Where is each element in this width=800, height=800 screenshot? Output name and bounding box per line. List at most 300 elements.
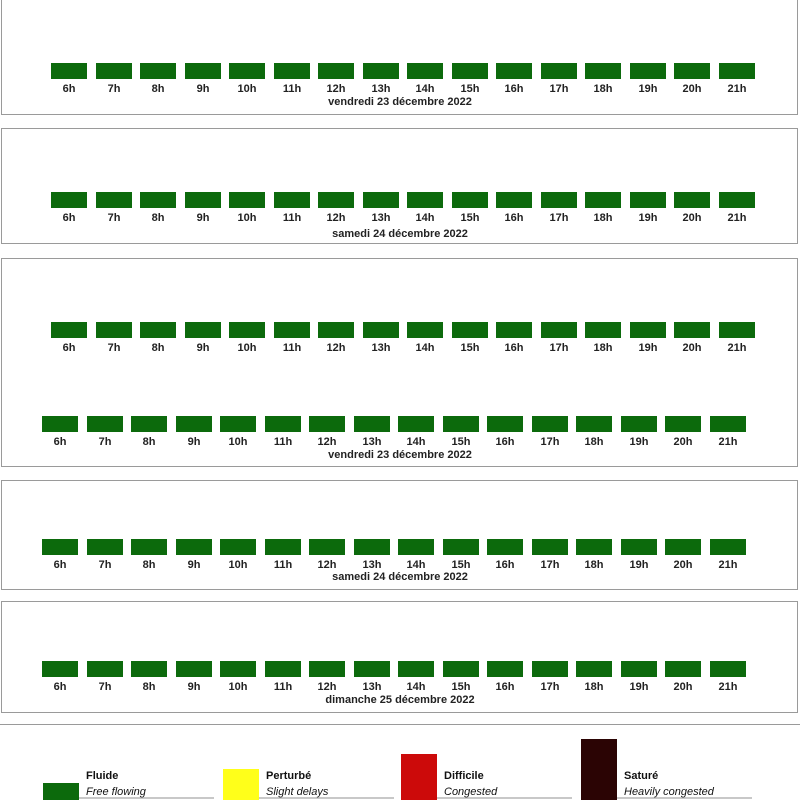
hour-slot bbox=[630, 322, 666, 354]
hour-label: 19h bbox=[638, 212, 658, 224]
traffic-status-box bbox=[621, 661, 657, 677]
hour-slot bbox=[541, 192, 577, 224]
hour-strip bbox=[0, 192, 800, 232]
hour-slot bbox=[719, 322, 755, 354]
traffic-status-box bbox=[487, 539, 523, 555]
hour-label: 15h bbox=[451, 681, 471, 693]
hour-slot bbox=[496, 63, 532, 95]
traffic-status-box bbox=[630, 192, 666, 208]
traffic-status-box bbox=[229, 322, 265, 338]
traffic-status-box bbox=[719, 192, 755, 208]
hour-slot bbox=[407, 322, 443, 354]
traffic-status-box bbox=[309, 416, 345, 432]
traffic-status-box bbox=[51, 322, 87, 338]
hour-slot bbox=[309, 416, 345, 448]
hour-label: 18h bbox=[584, 559, 604, 571]
traffic-status-box bbox=[140, 192, 176, 208]
hour-slot bbox=[354, 661, 390, 693]
traffic-status-box bbox=[265, 661, 301, 677]
hour-label: 9h bbox=[187, 681, 201, 693]
hour-label: 8h bbox=[151, 212, 165, 224]
hour-label: 6h bbox=[62, 83, 76, 95]
hour-label: 18h bbox=[584, 681, 604, 693]
hour-label: 10h bbox=[228, 559, 248, 571]
traffic-status-box bbox=[487, 416, 523, 432]
hour-slot bbox=[443, 661, 479, 693]
traffic-status-box bbox=[541, 322, 577, 338]
hour-label: 16h bbox=[495, 559, 515, 571]
hour-label: 16h bbox=[504, 83, 524, 95]
hour-label: 21h bbox=[718, 436, 738, 448]
hour-slot bbox=[51, 63, 87, 95]
hour-label: 19h bbox=[638, 83, 658, 95]
traffic-status-box bbox=[621, 539, 657, 555]
hour-slot bbox=[710, 416, 746, 448]
traffic-status-box bbox=[398, 416, 434, 432]
hour-label: 11h bbox=[282, 342, 302, 354]
legend-swatch-difficile bbox=[401, 754, 437, 800]
traffic-status-box bbox=[363, 322, 399, 338]
hour-slot bbox=[87, 539, 123, 571]
traffic-status-box bbox=[719, 322, 755, 338]
hour-slot bbox=[185, 192, 221, 224]
hour-label: 14h bbox=[415, 83, 435, 95]
hour-label: 20h bbox=[682, 212, 702, 224]
legend-name-perturbe: Perturbé bbox=[266, 770, 312, 782]
traffic-status-box bbox=[710, 539, 746, 555]
hour-label: 16h bbox=[504, 212, 524, 224]
hour-slot bbox=[42, 416, 78, 448]
hour-slot bbox=[532, 416, 568, 448]
traffic-status-box bbox=[496, 192, 532, 208]
hour-label: 12h bbox=[326, 83, 346, 95]
hour-slot bbox=[274, 192, 310, 224]
hour-label: 13h bbox=[362, 559, 382, 571]
legend-swatch-fluide bbox=[43, 783, 79, 800]
traffic-status-box bbox=[621, 416, 657, 432]
traffic-status-box bbox=[131, 416, 167, 432]
hour-label: 17h bbox=[540, 436, 560, 448]
hour-slot bbox=[496, 192, 532, 224]
hour-label: 13h bbox=[362, 436, 382, 448]
hour-label: 11h bbox=[273, 681, 293, 693]
legend-description-difficile: Congested bbox=[444, 786, 498, 798]
hour-label: 9h bbox=[187, 436, 201, 448]
traffic-status-box bbox=[318, 192, 354, 208]
hour-label: 15h bbox=[460, 342, 480, 354]
day-date-label: samedi 24 décembre 2022 bbox=[332, 228, 468, 240]
hour-label: 15h bbox=[451, 559, 471, 571]
hour-slot bbox=[51, 322, 87, 354]
hour-slot bbox=[674, 63, 710, 95]
hour-slot bbox=[140, 63, 176, 95]
hour-slot bbox=[96, 63, 132, 95]
traffic-status-box bbox=[309, 661, 345, 677]
traffic-status-box bbox=[176, 416, 212, 432]
hour-slot bbox=[185, 322, 221, 354]
hour-slot bbox=[176, 539, 212, 571]
traffic-status-box bbox=[51, 63, 87, 79]
hour-label: 12h bbox=[326, 342, 346, 354]
traffic-status-box bbox=[630, 322, 666, 338]
hour-slot bbox=[710, 539, 746, 571]
hour-label: 12h bbox=[317, 436, 337, 448]
hour-slot bbox=[42, 661, 78, 693]
traffic-status-box bbox=[443, 661, 479, 677]
hour-slot bbox=[87, 416, 123, 448]
hour-slot bbox=[576, 661, 612, 693]
traffic-status-box bbox=[229, 63, 265, 79]
hour-slot bbox=[674, 192, 710, 224]
hour-label: 14h bbox=[406, 559, 426, 571]
traffic-status-box bbox=[710, 416, 746, 432]
traffic-status-box bbox=[719, 63, 755, 79]
hour-slot bbox=[576, 539, 612, 571]
traffic-status-box bbox=[220, 416, 256, 432]
traffic-status-box bbox=[452, 63, 488, 79]
hour-label: 13h bbox=[371, 212, 391, 224]
hour-slot bbox=[665, 661, 701, 693]
traffic-status-box bbox=[176, 539, 212, 555]
hour-label: 12h bbox=[326, 212, 346, 224]
hour-label: 11h bbox=[282, 83, 302, 95]
hour-slot bbox=[51, 192, 87, 224]
hour-slot bbox=[407, 63, 443, 95]
hour-label: 15h bbox=[451, 436, 471, 448]
traffic-status-box bbox=[674, 63, 710, 79]
day-date-label: vendredi 23 décembre 2022 bbox=[328, 449, 472, 461]
hour-slot bbox=[452, 63, 488, 95]
hour-label: 21h bbox=[718, 681, 738, 693]
legend-name-sature: Saturé bbox=[624, 770, 659, 782]
traffic-status-box bbox=[229, 192, 265, 208]
traffic-status-box bbox=[131, 539, 167, 555]
traffic-status-box bbox=[140, 63, 176, 79]
hour-label: 11h bbox=[273, 559, 293, 571]
hour-label: 7h bbox=[107, 342, 121, 354]
traffic-status-box bbox=[532, 539, 568, 555]
traffic-status-box bbox=[630, 63, 666, 79]
hour-slot bbox=[576, 416, 612, 448]
hour-slot bbox=[719, 192, 755, 224]
traffic-status-box bbox=[532, 416, 568, 432]
hour-label: 10h bbox=[237, 212, 257, 224]
hour-label: 10h bbox=[237, 342, 257, 354]
hour-label: 9h bbox=[187, 559, 201, 571]
hour-slot bbox=[309, 539, 345, 571]
hour-label: 17h bbox=[549, 83, 569, 95]
hour-label: 9h bbox=[196, 83, 210, 95]
legend-divider bbox=[0, 724, 800, 725]
traffic-status-box bbox=[576, 539, 612, 555]
traffic-status-box bbox=[407, 322, 443, 338]
hour-slot bbox=[185, 63, 221, 95]
traffic-status-box bbox=[398, 661, 434, 677]
traffic-status-box bbox=[665, 661, 701, 677]
traffic-status-box bbox=[185, 63, 221, 79]
hour-slot bbox=[96, 192, 132, 224]
hour-slot bbox=[265, 539, 301, 571]
hour-label: 14h bbox=[415, 212, 435, 224]
legend-description-sature: Heavily congested bbox=[624, 786, 714, 798]
traffic-status-box bbox=[398, 539, 434, 555]
hour-slot bbox=[398, 416, 434, 448]
hour-label: 7h bbox=[107, 83, 121, 95]
hour-slot bbox=[487, 416, 523, 448]
traffic-status-box bbox=[96, 63, 132, 79]
traffic-status-box bbox=[354, 661, 390, 677]
hour-slot bbox=[274, 322, 310, 354]
hour-label: 8h bbox=[151, 83, 165, 95]
hour-slot bbox=[318, 63, 354, 95]
traffic-status-box bbox=[87, 661, 123, 677]
hour-label: 11h bbox=[282, 212, 302, 224]
hour-label: 21h bbox=[718, 559, 738, 571]
hour-slot bbox=[229, 322, 265, 354]
traffic-status-box bbox=[140, 322, 176, 338]
traffic-status-box bbox=[220, 661, 256, 677]
hour-slot bbox=[719, 63, 755, 95]
hour-label: 8h bbox=[151, 342, 165, 354]
hour-slot bbox=[220, 416, 256, 448]
hour-label: 6h bbox=[53, 436, 67, 448]
hour-slot bbox=[309, 661, 345, 693]
day-date-label: vendredi 23 décembre 2022 bbox=[328, 96, 472, 108]
traffic-status-box bbox=[42, 416, 78, 432]
legend-name-difficile: Difficile bbox=[444, 770, 484, 782]
hour-slot bbox=[131, 661, 167, 693]
hour-label: 6h bbox=[62, 342, 76, 354]
hour-label: 8h bbox=[142, 559, 156, 571]
legend-swatch-sature bbox=[581, 739, 617, 800]
hour-label: 9h bbox=[196, 212, 210, 224]
hour-slot bbox=[318, 192, 354, 224]
hour-label: 21h bbox=[727, 83, 747, 95]
hour-label: 19h bbox=[629, 559, 649, 571]
hour-slot bbox=[176, 661, 212, 693]
hour-slot bbox=[532, 539, 568, 571]
traffic-status-box bbox=[265, 416, 301, 432]
traffic-status-box bbox=[710, 661, 746, 677]
hour-label: 20h bbox=[673, 436, 693, 448]
hour-slot bbox=[131, 539, 167, 571]
traffic-status-box bbox=[220, 539, 256, 555]
traffic-status-box bbox=[407, 192, 443, 208]
traffic-status-box bbox=[185, 322, 221, 338]
hour-slot bbox=[140, 322, 176, 354]
hour-slot bbox=[585, 192, 621, 224]
hour-label: 14h bbox=[415, 342, 435, 354]
hour-slot bbox=[630, 63, 666, 95]
hour-label: 10h bbox=[228, 436, 248, 448]
hour-label: 6h bbox=[53, 681, 67, 693]
traffic-status-box bbox=[363, 63, 399, 79]
traffic-status-box bbox=[318, 322, 354, 338]
hour-slot bbox=[265, 661, 301, 693]
hour-label: 7h bbox=[98, 436, 112, 448]
hour-slot bbox=[541, 322, 577, 354]
hour-label: 18h bbox=[593, 83, 613, 95]
hour-label: 7h bbox=[98, 681, 112, 693]
hour-slot bbox=[354, 416, 390, 448]
hour-slot bbox=[96, 322, 132, 354]
hour-slot bbox=[354, 539, 390, 571]
traffic-status-box bbox=[407, 63, 443, 79]
traffic-status-box bbox=[176, 661, 212, 677]
hour-slot bbox=[229, 63, 265, 95]
traffic-status-box bbox=[274, 322, 310, 338]
hour-label: 16h bbox=[495, 681, 515, 693]
hour-slot bbox=[443, 416, 479, 448]
hour-slot bbox=[176, 416, 212, 448]
hour-slot bbox=[665, 416, 701, 448]
hour-label: 9h bbox=[196, 342, 210, 354]
traffic-status-box bbox=[674, 192, 710, 208]
hour-slot bbox=[363, 322, 399, 354]
hour-label: 19h bbox=[629, 681, 649, 693]
traffic-status-box bbox=[541, 63, 577, 79]
hour-slot bbox=[452, 322, 488, 354]
hour-label: 13h bbox=[362, 681, 382, 693]
hour-slot bbox=[487, 661, 523, 693]
traffic-status-box bbox=[674, 322, 710, 338]
traffic-status-box bbox=[87, 416, 123, 432]
day-date-label: dimanche 25 décembre 2022 bbox=[325, 694, 475, 706]
hour-label: 17h bbox=[540, 559, 560, 571]
traffic-status-box bbox=[665, 416, 701, 432]
hour-label: 6h bbox=[53, 559, 67, 571]
traffic-status-box bbox=[354, 416, 390, 432]
traffic-status-box bbox=[265, 539, 301, 555]
traffic-status-box bbox=[665, 539, 701, 555]
hour-label: 19h bbox=[638, 342, 658, 354]
hour-slot bbox=[674, 322, 710, 354]
hour-label: 21h bbox=[727, 212, 747, 224]
hour-label: 20h bbox=[682, 342, 702, 354]
traffic-status-box bbox=[96, 322, 132, 338]
hour-slot bbox=[131, 416, 167, 448]
hour-label: 12h bbox=[317, 559, 337, 571]
traffic-status-box bbox=[452, 322, 488, 338]
hour-slot bbox=[398, 661, 434, 693]
traffic-status-box bbox=[354, 539, 390, 555]
traffic-status-box bbox=[452, 192, 488, 208]
hour-slot bbox=[363, 192, 399, 224]
hour-label: 16h bbox=[495, 436, 515, 448]
hour-label: 6h bbox=[62, 212, 76, 224]
traffic-status-box bbox=[51, 192, 87, 208]
hour-slot bbox=[452, 192, 488, 224]
hour-label: 15h bbox=[460, 83, 480, 95]
traffic-status-box bbox=[185, 192, 221, 208]
hour-slot bbox=[621, 416, 657, 448]
hour-slot bbox=[443, 539, 479, 571]
traffic-status-box bbox=[585, 63, 621, 79]
hour-label: 14h bbox=[406, 436, 426, 448]
hour-label: 16h bbox=[504, 342, 524, 354]
hour-slot bbox=[363, 63, 399, 95]
hour-label: 13h bbox=[371, 83, 391, 95]
hour-slot bbox=[140, 192, 176, 224]
hour-label: 15h bbox=[460, 212, 480, 224]
hour-label: 10h bbox=[237, 83, 257, 95]
hour-slot bbox=[541, 63, 577, 95]
traffic-status-box bbox=[496, 63, 532, 79]
hour-label: 20h bbox=[682, 83, 702, 95]
traffic-status-box bbox=[42, 661, 78, 677]
hour-label: 20h bbox=[673, 559, 693, 571]
hour-slot bbox=[318, 322, 354, 354]
hour-slot bbox=[487, 539, 523, 571]
traffic-status-box bbox=[541, 192, 577, 208]
traffic-status-box bbox=[363, 192, 399, 208]
hour-slot bbox=[229, 192, 265, 224]
hour-slot bbox=[220, 539, 256, 571]
hour-label: 18h bbox=[593, 212, 613, 224]
hour-label: 7h bbox=[98, 559, 112, 571]
hour-slot bbox=[532, 661, 568, 693]
traffic-status-box bbox=[96, 192, 132, 208]
hour-slot bbox=[407, 192, 443, 224]
hour-slot bbox=[585, 322, 621, 354]
traffic-status-box bbox=[496, 322, 532, 338]
traffic-status-box bbox=[576, 416, 612, 432]
hour-slot bbox=[42, 539, 78, 571]
legend-swatch-perturbe bbox=[223, 769, 259, 800]
hour-slot bbox=[621, 661, 657, 693]
hour-label: 17h bbox=[549, 342, 569, 354]
hour-slot bbox=[220, 661, 256, 693]
traffic-status-box bbox=[318, 63, 354, 79]
hour-slot bbox=[274, 63, 310, 95]
hour-label: 17h bbox=[540, 681, 560, 693]
hour-label: 17h bbox=[549, 212, 569, 224]
hour-label: 20h bbox=[673, 681, 693, 693]
hour-label: 21h bbox=[727, 342, 747, 354]
traffic-status-box bbox=[309, 539, 345, 555]
hour-label: 14h bbox=[406, 681, 426, 693]
hour-label: 18h bbox=[593, 342, 613, 354]
hour-slot bbox=[87, 661, 123, 693]
hour-slot bbox=[265, 416, 301, 448]
hour-slot bbox=[710, 661, 746, 693]
traffic-status-box bbox=[487, 661, 523, 677]
hour-slot bbox=[621, 539, 657, 571]
hour-slot bbox=[585, 63, 621, 95]
hour-slot bbox=[630, 192, 666, 224]
hour-slot bbox=[398, 539, 434, 571]
hour-label: 11h bbox=[273, 436, 293, 448]
hour-label: 8h bbox=[142, 681, 156, 693]
legend-name-fluide: Fluide bbox=[86, 770, 119, 782]
traffic-status-box bbox=[443, 416, 479, 432]
traffic-status-box bbox=[87, 539, 123, 555]
day-date-label: samedi 24 décembre 2022 bbox=[332, 571, 468, 583]
hour-slot bbox=[496, 322, 532, 354]
hour-label: 18h bbox=[584, 436, 604, 448]
traffic-status-box bbox=[576, 661, 612, 677]
traffic-status-box bbox=[42, 539, 78, 555]
legend-description-fluide: Free flowing bbox=[86, 786, 146, 798]
legend-description-perturbe: Slight delays bbox=[266, 786, 329, 798]
hour-label: 10h bbox=[228, 681, 248, 693]
hour-label: 7h bbox=[107, 212, 121, 224]
traffic-status-box bbox=[131, 661, 167, 677]
traffic-status-box bbox=[274, 192, 310, 208]
hour-label: 13h bbox=[371, 342, 391, 354]
traffic-status-box bbox=[443, 539, 479, 555]
hour-label: 8h bbox=[142, 436, 156, 448]
